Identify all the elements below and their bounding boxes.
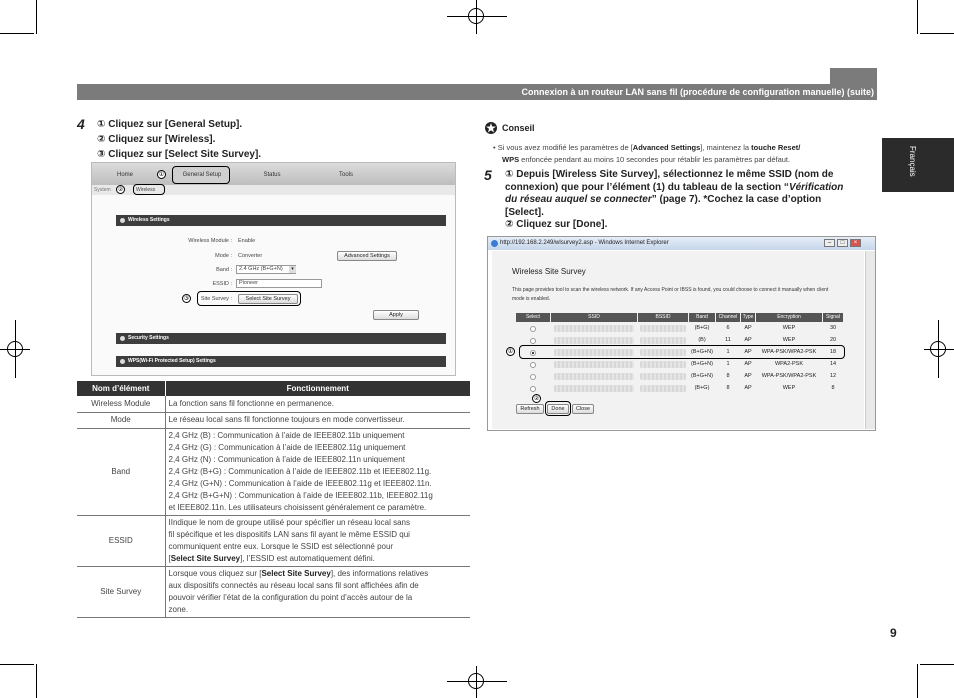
- row-desc: [165, 515, 470, 566]
- registration-mark: [468, 673, 484, 689]
- cell-type: AP: [744, 349, 752, 355]
- cell-encryption: WEP: [782, 337, 796, 343]
- cell-type: AP: [744, 385, 752, 391]
- highlight-general-setup: [172, 166, 230, 184]
- bullet: •: [493, 143, 498, 152]
- ssid-blurred: [554, 325, 634, 332]
- sub-nav-wireless[interactable]: Wireless: [136, 187, 156, 193]
- desc-line: IIndique le nom de groupe utilisé pour spécifier un réseau local sans: [168, 517, 410, 527]
- row-name: Mode: [77, 412, 165, 428]
- wps-settings-header[interactable]: WPS(Wi-Fi Protected Setup) Settings: [116, 356, 446, 367]
- field-value: Enable: [238, 238, 256, 244]
- step-5-number: 5: [484, 167, 492, 183]
- cell-encryption: WPA-PSK/WPA2-PSK: [761, 349, 817, 355]
- row-desc: [165, 566, 470, 617]
- ie-icon: [491, 240, 498, 247]
- desc-line: aux dispositifs connectés au réseau local sans fil sont affichées afin de: [168, 580, 419, 590]
- select-radio[interactable]: [530, 326, 536, 332]
- desc-line: pouvoir vérifier l’état de la configuration du point d’accès autour de la: [168, 592, 413, 602]
- desc-line: [169, 553, 469, 565]
- bssid-blurred: [640, 361, 686, 368]
- select-radio[interactable]: [530, 362, 536, 368]
- cell-type: AP: [744, 373, 752, 379]
- desc-line: zone.: [168, 604, 189, 614]
- row-name: Site Survey: [77, 566, 165, 617]
- instruction-line: ① Cliquez sur [General Setup].: [97, 119, 243, 130]
- callout-1: ①: [158, 172, 165, 178]
- registration-mark: [468, 8, 484, 24]
- crop-mark: [917, 0, 918, 34]
- highlight-site-survey: [197, 291, 301, 306]
- text-fragment: [: [168, 553, 171, 563]
- tip-body: [493, 142, 873, 166]
- survey-description: This page provides tool to scan the wireless network. If any Access Point or IBSS is found, you could choose to connect it manually when client mode is enabled.: [512, 287, 829, 302]
- cell-signal: 14: [829, 361, 837, 367]
- maximize-icon[interactable]: □: [837, 239, 848, 247]
- header-tab: [830, 68, 877, 84]
- crop-mark: [917, 664, 918, 698]
- desc-line: 2,4 GHz (B+G) : Communication à l’aide de IEEE802.11b et IEEE802.11g.: [168, 466, 432, 476]
- select-site-survey-button[interactable]: Select Site Survey: [238, 294, 298, 304]
- essid-input[interactable]: Pioneer: [236, 279, 322, 288]
- cell-encryption: WEP: [782, 385, 796, 391]
- callout-1: ①: [507, 349, 514, 355]
- row-name: ESSID: [77, 515, 165, 566]
- settings-table: [77, 381, 470, 618]
- text-fragment: connexion) que pour l’élément (1) du tableau de la section “: [505, 181, 789, 193]
- col-type: Type: [742, 314, 754, 320]
- crop-mark: [0, 664, 34, 665]
- desc-line: Le réseau local sans fil fonctionne toujours en mode convertisseur.: [168, 415, 405, 424]
- text-fragment: Lorsque vous cliquez sur [: [168, 568, 262, 578]
- crop-mark: [36, 664, 37, 698]
- text-fragment: Si vous avez modifié les paramètres de [: [497, 143, 633, 152]
- browser-title-bar: [488, 237, 876, 250]
- cell-band: (B+G+N): [690, 373, 713, 379]
- cell-signal: 8: [831, 385, 835, 391]
- ssid-blurred: [554, 361, 634, 368]
- language-tab: [882, 138, 954, 192]
- row-desc: [165, 412, 470, 428]
- desc-line: et IEEE802.11n. Les utilisateurs choisissent généralement ce paramètre.: [168, 502, 427, 512]
- router-nav-bar: [92, 163, 456, 185]
- step-5-instructions: [505, 169, 875, 232]
- cell-band: (B+G+N): [690, 349, 713, 355]
- step-4-instructions: [97, 117, 261, 162]
- general-setup-screenshot: [91, 162, 456, 376]
- highlight-selected-row: [519, 345, 845, 359]
- crop-mark: [920, 664, 954, 665]
- instruction-line: [505, 194, 875, 207]
- cell-type: AP: [744, 337, 752, 343]
- refresh-button[interactable]: Refresh: [516, 404, 544, 414]
- col-channel: Channel: [716, 313, 740, 322]
- cell-channel: 8: [726, 385, 730, 391]
- callout-2: ②: [117, 187, 124, 193]
- desc-line: 2,4 GHz (N) : Communication à l’aide de IEEE802.11n uniquement: [168, 454, 405, 464]
- cell-encryption: WEP: [782, 325, 796, 331]
- wireless-settings-header[interactable]: Wireless Settings: [116, 215, 446, 226]
- tab-status[interactable]: Status: [263, 172, 281, 178]
- cell-band: (B+G+N): [690, 361, 713, 367]
- desc-line: communiquent entre eux. Lorsque le SSID est sélectionné pour: [168, 541, 394, 551]
- instruction-line: [505, 182, 875, 195]
- bssid-blurred: [640, 325, 686, 332]
- callout-3: ③: [183, 296, 190, 302]
- desc-line: 2,4 GHz (B+G+N) : Communication à l’aide de IEEE802.11b, IEEE802.11g: [168, 490, 433, 500]
- registration-mark: [930, 341, 946, 357]
- sub-nav-system[interactable]: System: [94, 187, 111, 193]
- text-fragment: ], des informations relatives: [330, 568, 429, 578]
- close-icon[interactable]: ×: [850, 239, 861, 247]
- desc-line: 2,4 GHz (G+N) : Communication à l’aide de IEEE802.11g et IEEE802.11n.: [168, 478, 432, 488]
- text-fragment: ], l’ESSID est automatiquement défini.: [240, 553, 375, 563]
- bssid-blurred: [640, 385, 686, 392]
- site-survey-screenshot: [487, 236, 876, 431]
- header-title: Connexion à un routeur LAN sans fil (procédure de configuration manuelle) (suite): [521, 87, 874, 97]
- col-signal: Signal: [823, 313, 843, 322]
- col-band: Band: [689, 313, 715, 322]
- security-settings-header[interactable]: Security Settings: [116, 333, 446, 344]
- desc-line: fil spécifique et les dispositifs LAN sans fil ayant le même ESSID qui: [168, 529, 410, 539]
- cell-channel: 11: [725, 337, 731, 343]
- cell-channel: 6: [726, 325, 730, 331]
- advanced-settings-button[interactable]: Advanced Settings: [337, 251, 397, 261]
- table-row: [77, 412, 470, 428]
- highlight-wireless: [133, 184, 165, 195]
- close-button[interactable]: Close: [572, 404, 594, 414]
- table-row: [77, 428, 470, 515]
- cell-band: (B): [698, 337, 706, 343]
- cell-channel: 1: [726, 361, 730, 367]
- desc-line: La fonction sans fil fonctionne en permanence.: [168, 398, 334, 408]
- row-name: Wireless Module: [77, 396, 165, 412]
- field-label: Site Survey :: [200, 296, 232, 302]
- instruction-line: ① Depuis [Wireless Site Survey], sélectionnez le même SSID (nom de: [505, 169, 834, 180]
- cell-type: AP: [744, 325, 752, 331]
- tab-general-setup[interactable]: General Setup: [174, 167, 230, 183]
- table-row: [77, 566, 470, 617]
- registration-mark: [7, 341, 23, 357]
- highlight-done: [545, 401, 571, 416]
- ssid-blurred: [554, 373, 634, 380]
- col-select: Select: [516, 313, 550, 322]
- table-header-name: Nom d’élément: [77, 381, 165, 396]
- row-desc: [165, 396, 470, 412]
- cell-signal: 30: [829, 325, 837, 331]
- cell-channel: 1: [726, 349, 730, 355]
- tip-icon: [484, 121, 498, 135]
- instruction-line: [Select].: [505, 206, 544, 218]
- table-row: [77, 396, 470, 412]
- italic-text: du réseau auquel se connecter: [505, 194, 652, 205]
- italic-text: Vérification: [788, 181, 844, 193]
- field-value: Converter: [238, 253, 263, 259]
- cell-signal: 12: [829, 373, 837, 379]
- field-label: ESSID :: [212, 281, 232, 287]
- text-fragment: enfoncée pendant au moins 10 secondes pour rétablir les paramètres par défaut.: [519, 155, 791, 164]
- callout-2: ②: [533, 396, 540, 402]
- col-encryption: Encryption: [756, 313, 822, 322]
- done-button[interactable]: Done: [547, 404, 569, 414]
- field-label: Mode :: [215, 253, 232, 259]
- instruction-line: ③ Cliquez sur [Select Site Survey].: [97, 149, 262, 160]
- instruction-line: ② Cliquez sur [Done].: [505, 219, 608, 230]
- select-radio[interactable]: [530, 338, 536, 344]
- survey-title: Wireless Site Survey: [512, 267, 586, 276]
- row-name: Band: [77, 428, 165, 515]
- cell-channel: 8: [726, 373, 730, 379]
- apply-button[interactable]: Apply: [373, 310, 419, 320]
- ssid-blurred: [554, 385, 634, 392]
- table-header-function: Fonctionnement: [165, 381, 470, 396]
- col-bssid: BSSID: [638, 313, 688, 322]
- cell-signal: 18: [829, 349, 837, 355]
- ssid-blurred: [554, 337, 634, 344]
- cell-encryption: WPA2-PSK: [774, 361, 803, 367]
- row-desc: [165, 428, 470, 515]
- crop-mark: [920, 33, 954, 34]
- cell-type: AP: [744, 361, 752, 367]
- bold-term: Select Site Survey: [170, 553, 241, 563]
- desc-line: 2,4 GHz (B) : Communication à l’aide de IEEE802.11b uniquement: [168, 430, 405, 440]
- text-fragment: ” (page 7). *Cochez la case d’option: [651, 194, 822, 205]
- minimize-icon[interactable]: –: [824, 239, 835, 247]
- cell-band: (B+G): [694, 325, 710, 331]
- scrollbar[interactable]: [865, 251, 875, 429]
- bold-term: touche Reset/: [751, 143, 801, 152]
- field-label: Wireless Module :: [188, 238, 232, 244]
- col-ssid: SSID: [551, 313, 637, 322]
- cell-band: (B+G): [694, 385, 710, 391]
- cell-signal: 20: [829, 337, 837, 343]
- language-label: Français: [908, 146, 917, 177]
- bold-term: WPS: [502, 155, 520, 164]
- cell-encryption: WPA-PSK/WPA2-PSK: [761, 373, 817, 379]
- desc-line: [169, 568, 469, 580]
- page-number: 9: [890, 626, 897, 640]
- bold-term: Select Site Survey: [261, 568, 331, 578]
- instruction-line: ② Cliquez sur [Wireless].: [97, 134, 216, 145]
- tab-tools[interactable]: Tools: [338, 172, 353, 178]
- chevron-down-icon[interactable]: ▾: [289, 266, 296, 273]
- tip-title: Conseil: [502, 123, 535, 133]
- text-fragment: ], maintenez la: [700, 143, 752, 152]
- crop-mark: [36, 0, 37, 34]
- table-row: [77, 515, 470, 566]
- crop-mark: [0, 33, 34, 34]
- step-4-number: 4: [77, 116, 85, 132]
- select-radio[interactable]: [530, 386, 536, 392]
- bold-term: Advanced Settings: [632, 143, 701, 152]
- field-label: Band :: [216, 267, 232, 273]
- band-select[interactable]: 2.4 GHz (B+G+N): [236, 265, 296, 274]
- bssid-blurred: [640, 337, 686, 344]
- tab-home[interactable]: Home: [116, 172, 133, 178]
- bssid-blurred: [640, 373, 686, 380]
- desc-line: 2,4 GHz (G) : Communication à l’aide de IEEE802.11g uniquement: [168, 442, 406, 452]
- select-radio[interactable]: [530, 374, 536, 380]
- window-title: http://192.168.2.249/wlsurvey2.asp - Windows Internet Explorer: [500, 240, 669, 246]
